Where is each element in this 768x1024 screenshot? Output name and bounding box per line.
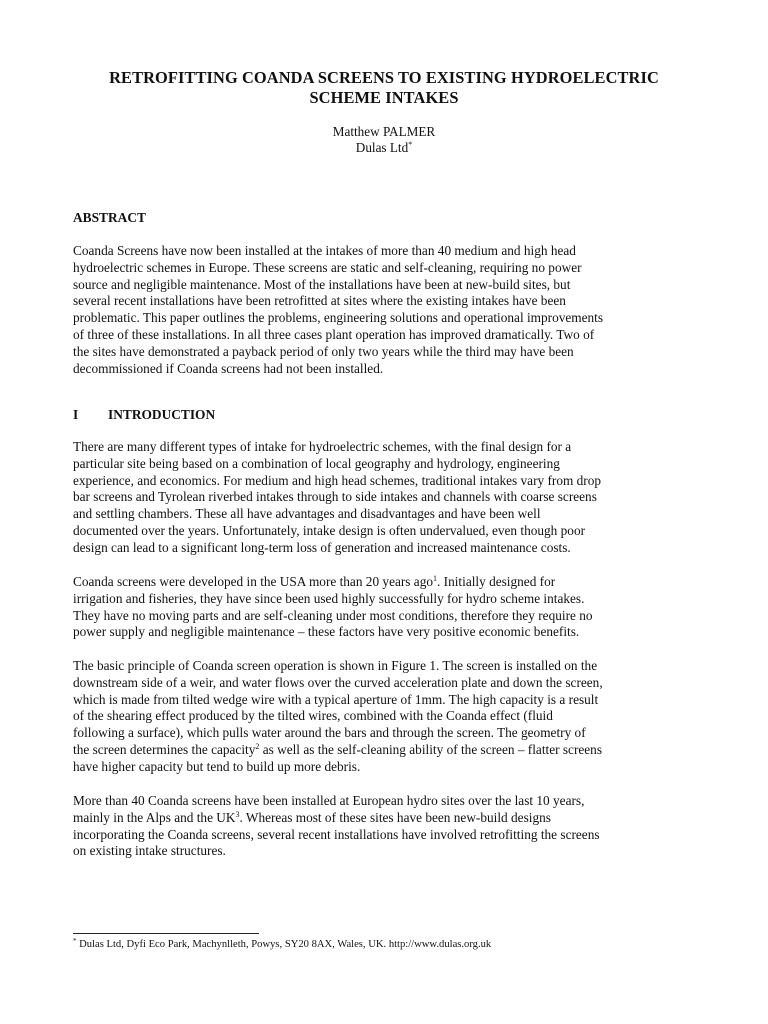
paragraph-line: More than 40 Coanda screens have been installed at European hydro sites over the last 10 years, bbox=[73, 793, 585, 808]
paragraph-line: and settling chambers. These all have advantages and disadvantages and have been well bbox=[73, 506, 541, 522]
paragraph-line: bar screens and Tyrolean riverbed intakes through to side intakes and channels with coarse screens bbox=[73, 489, 597, 505]
text-run: the screen determines the capacity bbox=[73, 741, 256, 757]
section-heading-introduction bbox=[73, 407, 215, 423]
paragraph-line: irrigation and fisheries, they have since been used highly successfully for hydro scheme intakes. bbox=[73, 590, 585, 606]
text-run: mainly in the Alps and the UK bbox=[73, 809, 236, 825]
intro-paragraph-2 bbox=[73, 574, 695, 641]
text-run: Coanda screens were developed in the USA more than 20 years ago bbox=[73, 574, 434, 589]
text-run: . Initially designed for bbox=[437, 574, 556, 589]
abstract-line: problematic. This paper outlines the problems, engineering solutions and operational improvements bbox=[73, 310, 604, 326]
abstract-line: several recent installations have been retrofitted at sites where the existing intakes have been bbox=[73, 293, 566, 309]
paragraph-line bbox=[73, 574, 695, 591]
paragraph-line: on existing intake structures. bbox=[73, 843, 226, 859]
paragraph-line: particular site being based on a combination of local geography and hydrology, engineering bbox=[73, 455, 560, 471]
paragraph-line bbox=[73, 742, 695, 759]
author-name: Matthew PALMER bbox=[332, 124, 436, 139]
paragraph-line: design can lead to a significant long-term loss of generation and increased maintenance costs. bbox=[73, 539, 571, 555]
section-title: INTRODUCTION bbox=[108, 407, 216, 422]
intro-paragraph-3 bbox=[73, 658, 695, 776]
paragraph-line: The basic principle of Coanda screen operation is shown in Figure 1. The screen is installed on the bbox=[73, 658, 598, 673]
footnote bbox=[73, 938, 491, 951]
paragraph-line: downstream side of a weir, and water flows over the curved acceleration plate and down the screen, bbox=[73, 674, 603, 690]
paper-title bbox=[69, 68, 699, 108]
reference-mark: 3 bbox=[235, 809, 240, 819]
abstract-line: source and negligible maintenance. Most of the installations have been at new-build sites, but bbox=[73, 276, 571, 292]
paragraph-line: experience, and economics. For medium and high head schemes, traditional intakes vary from drop bbox=[73, 472, 602, 488]
author-affiliation bbox=[73, 140, 695, 156]
paragraph-line: of the shearing effect produced by the tilted wires, combined with the Coanda effect (fluid bbox=[73, 708, 553, 724]
text-run: as well as the self-cleaning ability of the screen – flatter screens bbox=[259, 741, 602, 757]
abstract-line: hydroelectric schemes in Europe. These screens are static and self-cleaning, requiring no power bbox=[73, 259, 582, 275]
intro-paragraph-4 bbox=[73, 793, 695, 860]
paragraph-line: power supply and negligible maintenance – these factors have very positive economic benefits. bbox=[73, 624, 580, 640]
title-line-1: RETROFITTING COANDA SCREENS TO EXISTING HYDROELECTRIC bbox=[109, 68, 659, 87]
section-number: I bbox=[73, 407, 79, 422]
text-run: . Whereas most of these sites have been new-build designs bbox=[239, 809, 551, 825]
footnote-mark: * bbox=[73, 937, 77, 945]
abstract-line: decommissioned if Coanda screens had not been installed. bbox=[73, 360, 384, 376]
abstract-paragraph bbox=[73, 243, 695, 377]
paragraph-line: which is made from tilted wedge wire with a typical aperture of 1mm. The high capacity is a result bbox=[73, 691, 599, 707]
paragraph-line: have higher capacity but tend to build up more debris. bbox=[73, 758, 361, 774]
abstract-heading: ABSTRACT bbox=[73, 210, 146, 225]
footnote-text: Dulas Ltd, Dyfi Eco Park, Machynlleth, Powys, SY20 8AX, Wales, UK. http://www.dulas.org.uk bbox=[76, 939, 492, 950]
paragraph-line: incorporating the Coanda screens, several recent installations have involved retrofitting the screens bbox=[73, 826, 600, 842]
footnote-divider bbox=[73, 933, 259, 934]
abstract-line: of three of these installations. In all three cases plant operation has improved dramatically. Two of bbox=[73, 326, 595, 342]
paragraph-line: following a surface), which pulls water around the bars and through the screen. The geometry of bbox=[73, 725, 586, 741]
title-line-2: SCHEME INTAKES bbox=[309, 88, 459, 107]
affiliation-footnote-mark: * bbox=[408, 140, 413, 149]
abstract-line: Coanda Screens have now been installed at the intakes of more than 40 medium and high head bbox=[73, 243, 576, 258]
affiliation-text: Dulas Ltd bbox=[355, 140, 409, 155]
paragraph-line: There are many different types of intake for hydroelectric schemes, with the final design for a bbox=[73, 439, 572, 454]
paragraph-line: documented over the years. Unfortunately, intake design is often undervalued, even though poor bbox=[73, 522, 586, 538]
paper-page bbox=[73, 0, 695, 1024]
intro-paragraph-1 bbox=[73, 439, 695, 557]
abstract-line: the sites have demonstrated a payback period of only two years while the third may have been bbox=[73, 343, 574, 359]
reference-mark: 1 bbox=[433, 574, 438, 583]
reference-mark: 2 bbox=[255, 741, 260, 751]
paragraph-line: They have no moving parts and are self-cleaning under most conditions, therefore they require no bbox=[73, 607, 593, 623]
paragraph-line bbox=[73, 810, 695, 827]
